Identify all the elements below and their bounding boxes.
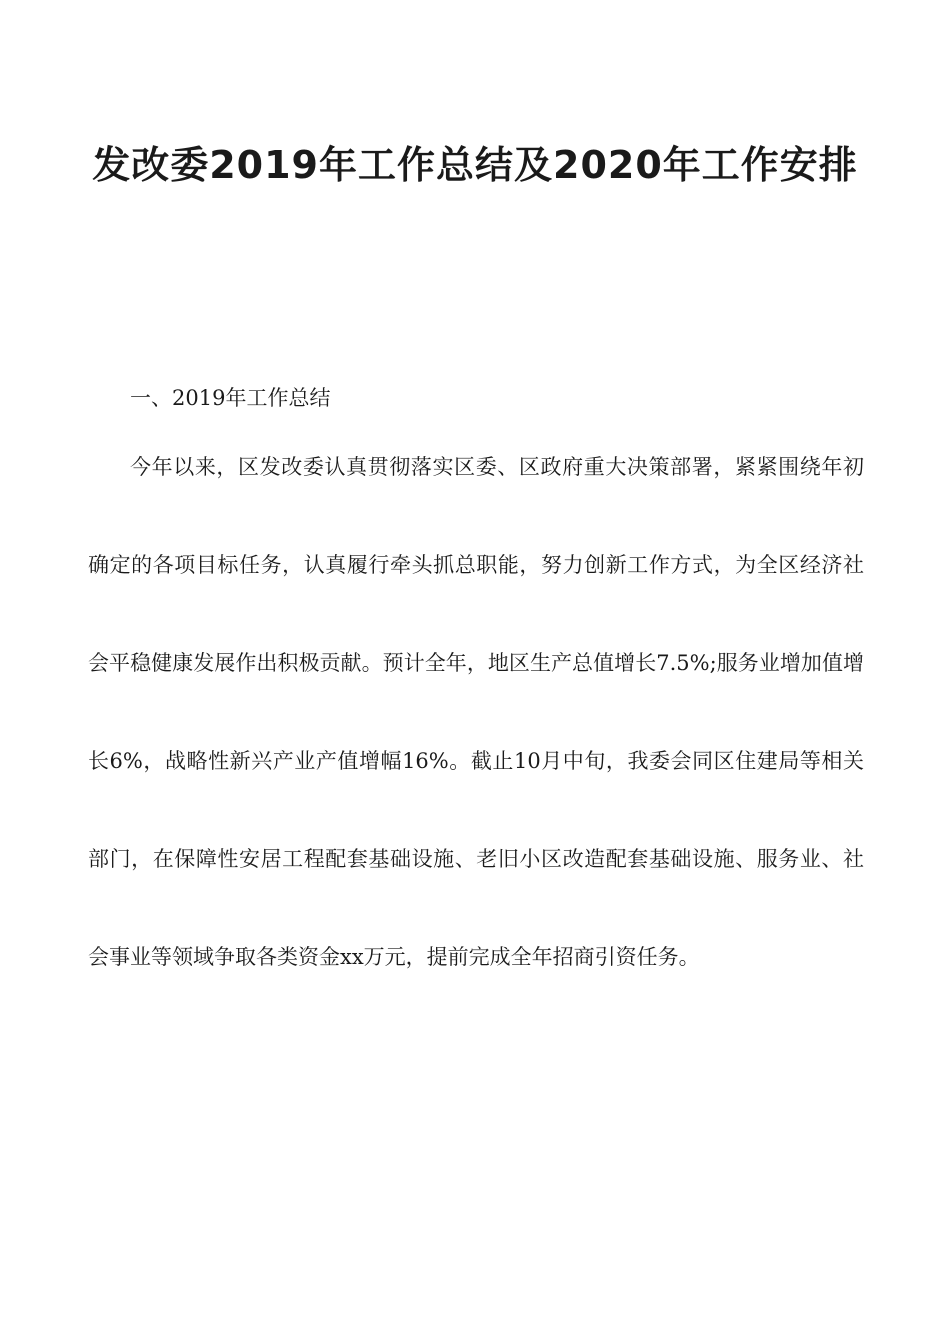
document-body [88, 372, 864, 1032]
section-heading: 一、2019年工作总结 [130, 386, 331, 410]
document-title: 发改委2019年工作总结及2020年工作安排 [92, 143, 858, 187]
body-paragraph: 今年以来，区发改委认真贯彻落实区委、区政府重大决策部署，紧紧围绕年初确定的各项目标任务，认真履行牵头抓总职能，努力创新工作方式，为全区经济社会平稳健康发展作出积极贡献。预计全年，地区生产总值增长7.5%;服务业增加值增长6%，战略性新兴产业产值增幅16%。截止10月中旬，我委会同区住建局等相关部门，在保障性安居工程配套基础设施、老旧小区改造配套基础设施、服务业、社会事业等领域争取各类资金xx万元，提前完成全年招商引资任务。 [88, 455, 864, 969]
